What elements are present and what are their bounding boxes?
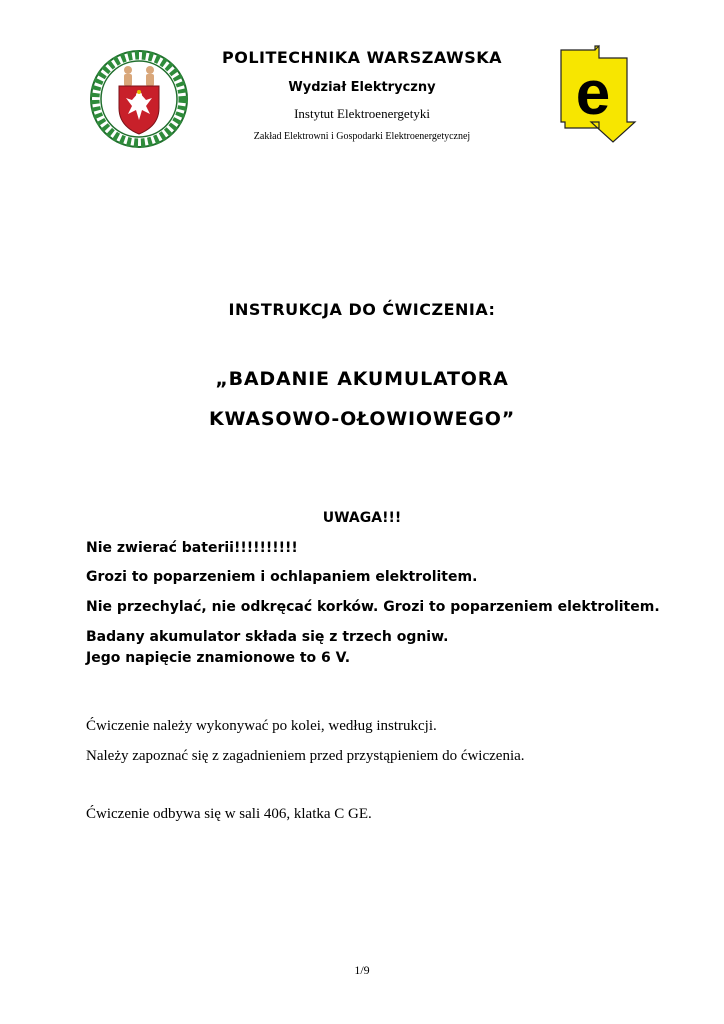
warning-line: Badany akumulator składa się z trzech ogniw. <box>86 629 449 645</box>
warning-line: Grozi to poparzeniem i ochlapaniem elektrolitem. <box>86 569 478 585</box>
exercise-title-line-1: „BADANIE AKUMULATORA <box>215 368 509 390</box>
faculty-e-letter: e <box>575 59 611 128</box>
warning-line: Jego napięcie znamionowe to 6 V. <box>86 650 351 666</box>
body-paragraph: Ćwiczenie odbywa się w sali 406, klatka C GE. <box>86 806 372 822</box>
warning-line: Nie zwierać baterii!!!!!!!!!! <box>86 540 298 556</box>
unit-name: Zakład Elektrowni i Gospodarki Elektroenergetycznej <box>253 131 471 142</box>
university-name: POLITECHNIKA WARSZAWSKA <box>221 48 503 67</box>
page-number: 1/9 <box>354 963 370 977</box>
warning-line: Nie przechylać, nie odkręcać korków. Grozi to poparzeniem elektrolitem. <box>86 599 660 615</box>
instruction-heading: INSTRUKCJA DO ĆWICZENIA: <box>228 300 496 319</box>
faculty-name: Wydział Elektryczny <box>288 80 436 95</box>
body-paragraph: Ćwiczenie należy wykonywać po kolei, według instrukcji. <box>86 718 437 734</box>
warning-heading: UWAGA!!! <box>322 510 402 526</box>
body-paragraph: Należy zapoznać się z zagadnieniem przed przystąpieniem do ćwiczenia. <box>86 748 525 764</box>
exercise-title-line-2: KWASOWO-OŁOWIOWEGO” <box>208 408 516 430</box>
institute-name: Instytut Elektroenergetyki <box>294 106 430 121</box>
